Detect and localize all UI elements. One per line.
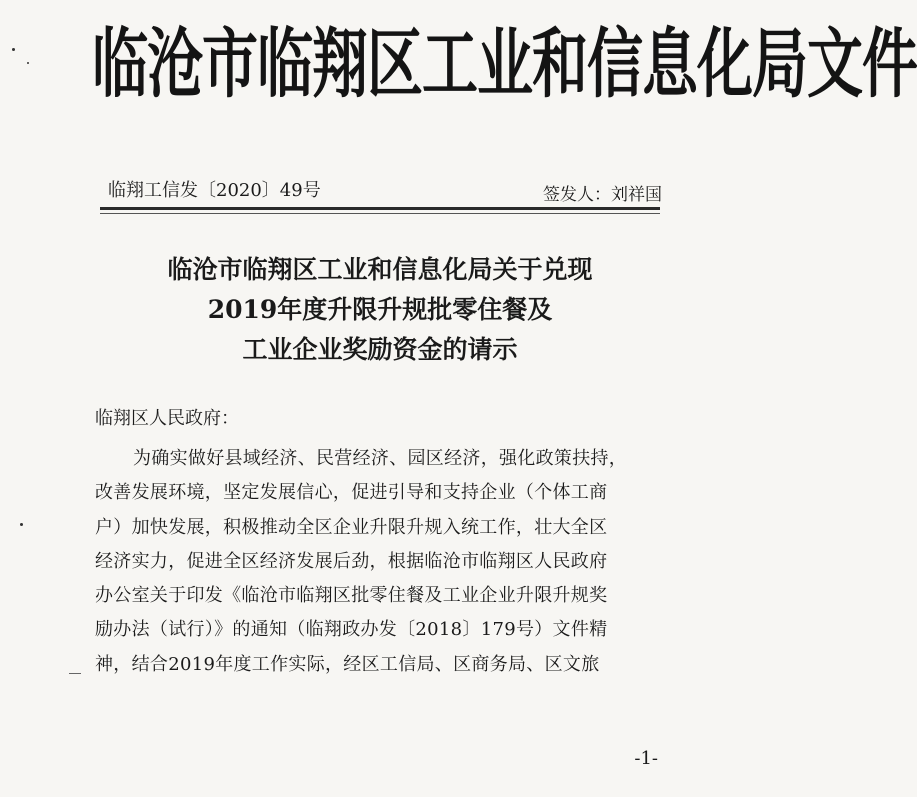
body-line: 神，结合2019年度工作实际，经区工信局、区商务局、区文旅 — [95, 653, 600, 675]
title-line: 工业企业奖励资金的请示 — [242, 335, 518, 364]
title-line: 2019年度升限升规批零住餐及 — [207, 295, 553, 324]
body-line: 办公室关于印发《临沧市临翔区批零住餐及工业企业升限升规奖 — [95, 585, 608, 607]
body-line: 经济实力，促进全区经济发展后劲，根据临沧市临翔区人民政府 — [95, 550, 608, 572]
margin-speck — [27, 62, 29, 64]
margin-speck — [12, 48, 15, 51]
body-line: 励办法（试行）》的通知（临翔政办发〔2018〕179号）文件精 — [95, 619, 608, 641]
page-number: -1- — [634, 748, 658, 769]
body-line: 户）加快发展，积极推动全区企业升限升规入统工作，壮大全区 — [95, 516, 608, 538]
header-rule — [100, 207, 660, 210]
issuing-authority-title: 临沧市临翔区工业和信息化局文件 — [92, 21, 917, 109]
body-line: 改善发展环境，坚定发展信心，促进引导和支持企业（个体工商 — [95, 482, 608, 504]
body-line: 为确实做好县域经济、民营经济、园区经济，强化政策扶持， — [133, 448, 628, 469]
salutation: 临翔区人民政府： — [95, 408, 239, 429]
header-rule-thin — [100, 213, 660, 214]
document-number: 临翔工信发〔2020〕49号 — [108, 180, 321, 201]
signer: 签发人：刘祥国 — [543, 185, 662, 205]
margin-speck — [20, 523, 23, 526]
margin-speck — [69, 673, 81, 674]
body-paragraph — [95, 442, 663, 682]
title-line: 临沧市临翔区工业和信息化局关于兑现 — [167, 255, 593, 284]
document-title — [90, 250, 670, 370]
